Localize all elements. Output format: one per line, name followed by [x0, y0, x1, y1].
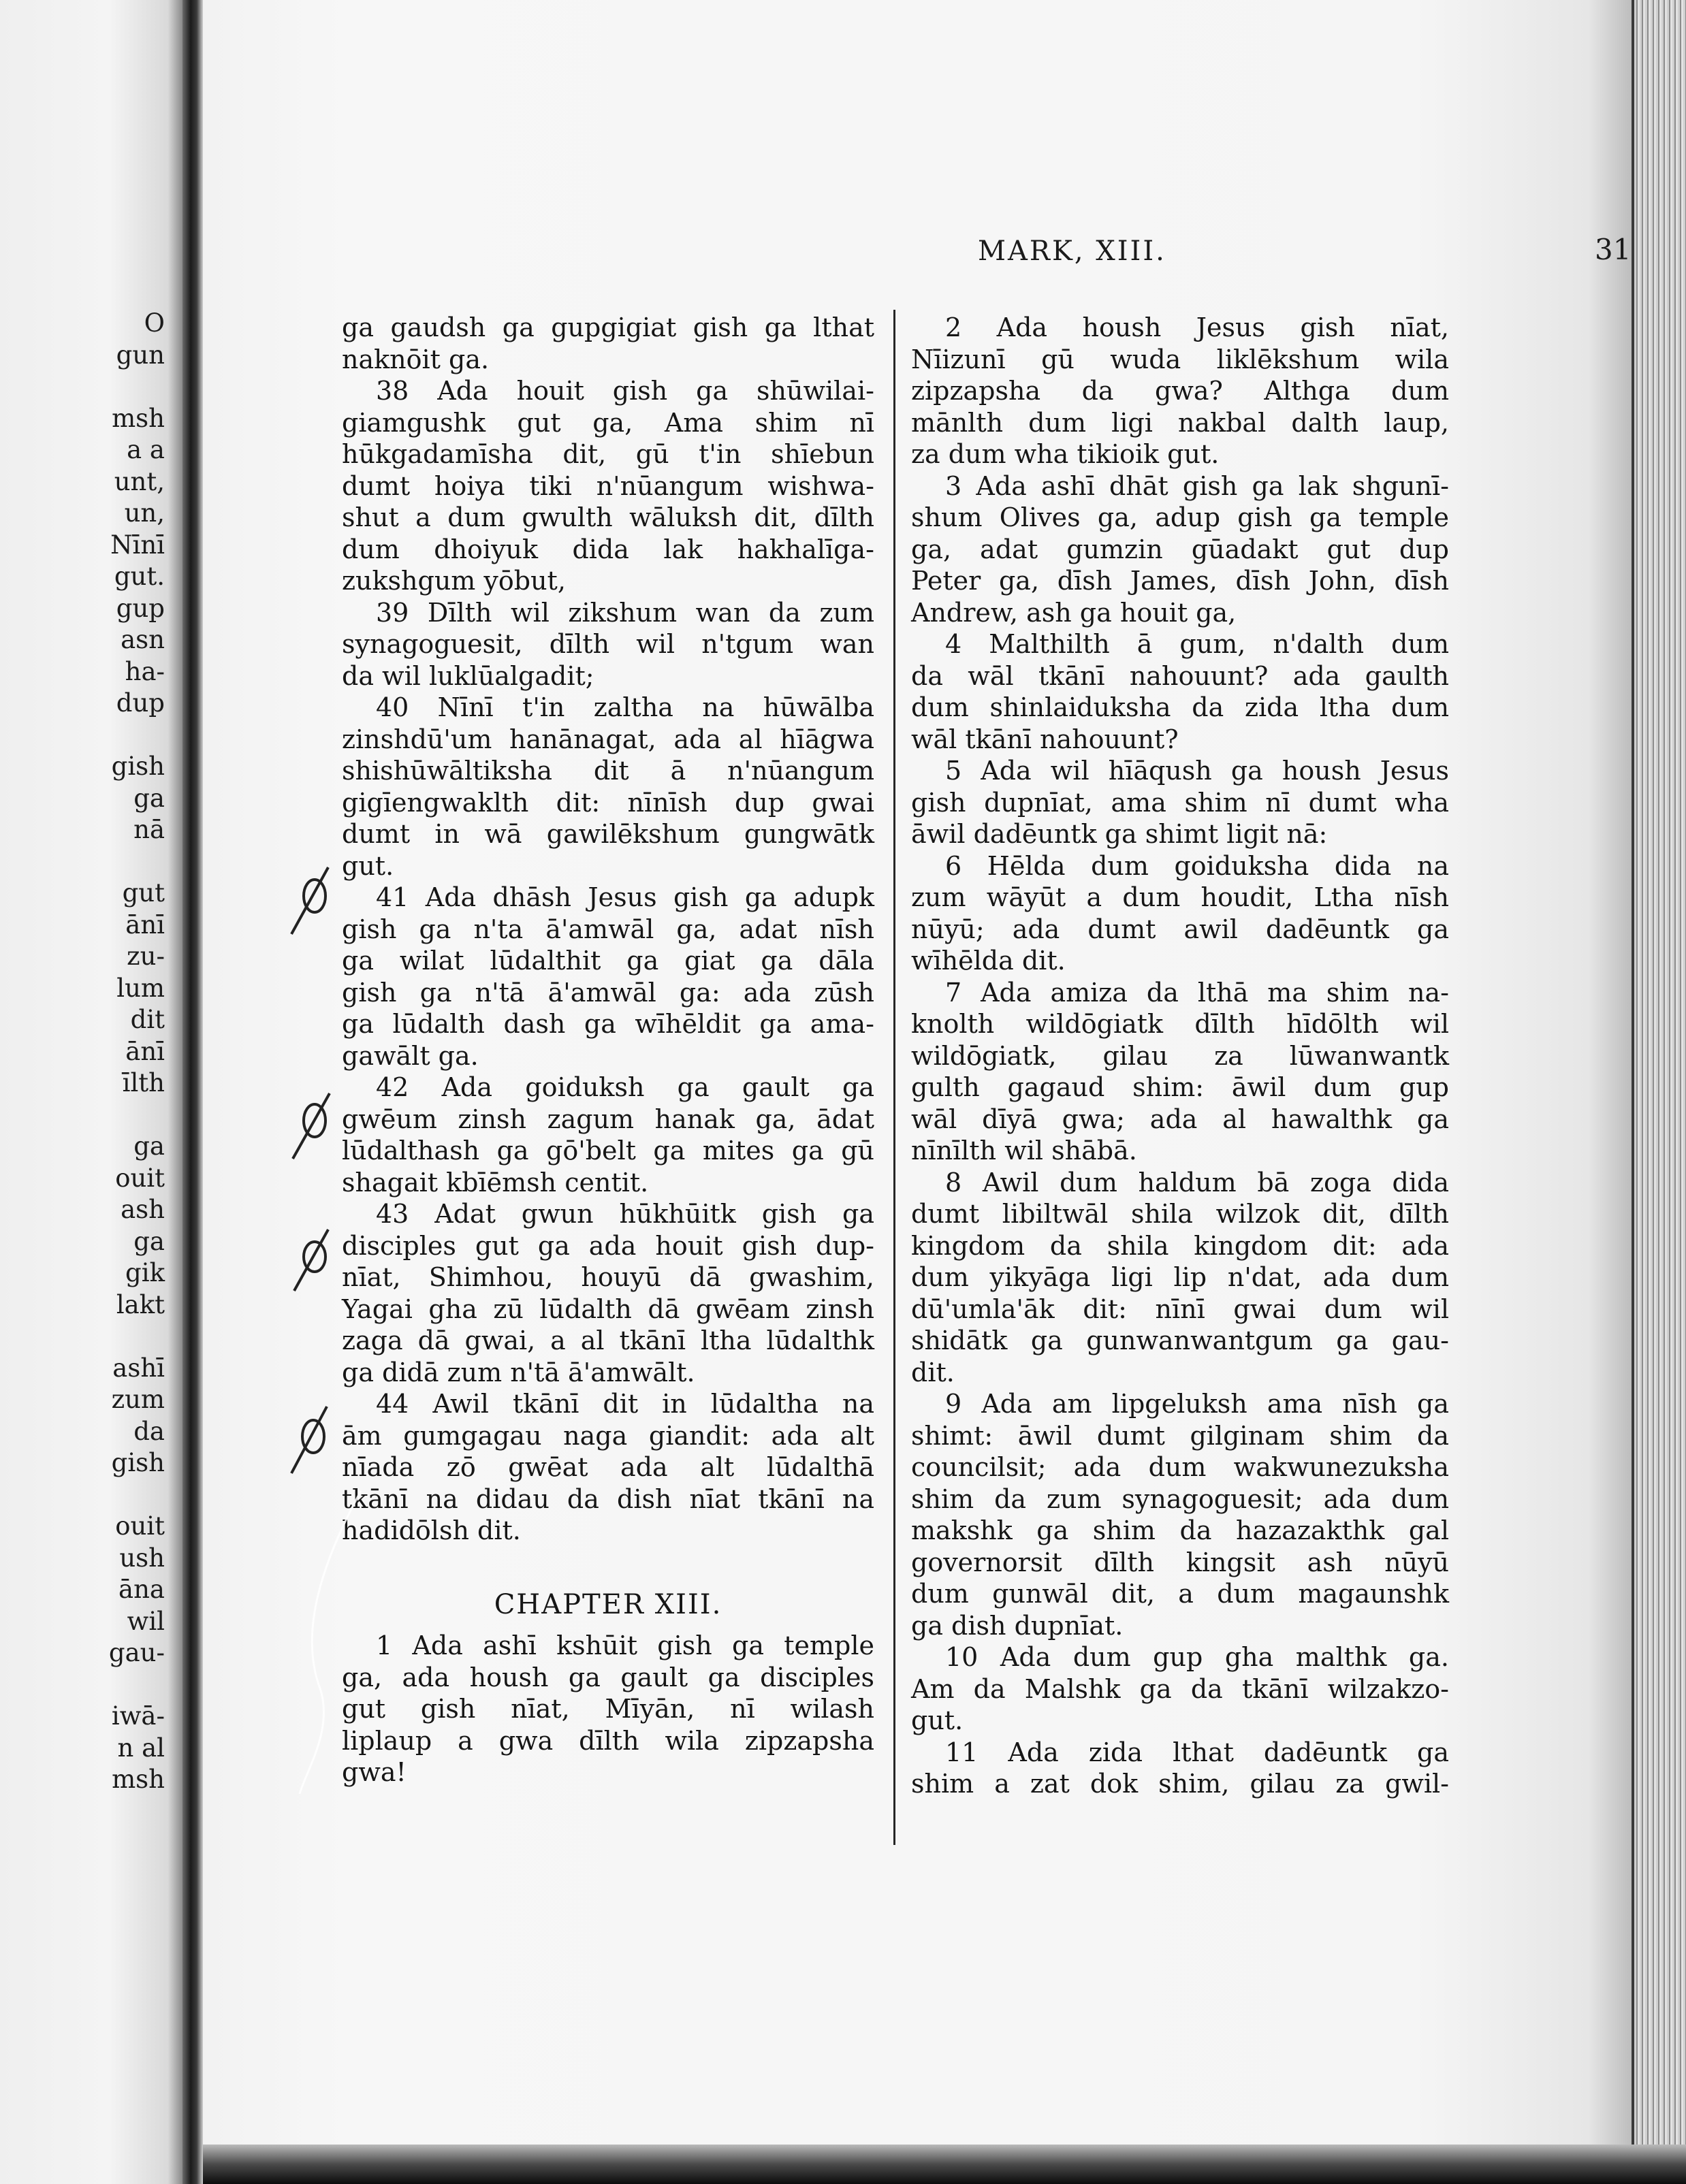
text-line: dumt libiltwāl shila wilzok dit, dīlth [911, 1199, 1449, 1229]
facing-page-edge [0, 0, 182, 2184]
text-line: gut gish nīat, Mīyān, nī wilash [342, 1694, 874, 1724]
text-line: makshk ga shim da hazazakthk gal [911, 1515, 1449, 1545]
text-line: 5 Ada wil hīāqush ga housh Jesus [945, 756, 1449, 786]
text-line: gut. [342, 850, 394, 881]
facing-page-fragment [109, 846, 165, 878]
text-line: synagoguesit, dīlth wil n'tgum wan [342, 629, 874, 659]
facing-page-text-fragments [109, 308, 165, 1796]
text-line: hadidōlsh dit. [342, 1515, 521, 1545]
text-line: shum Olives ga, adup gish ga temple [911, 502, 1449, 532]
text-line: shim a zat dok shim, gilau za gwil- [911, 1769, 1449, 1799]
facing-page-fragment: lakt [116, 1289, 165, 1319]
text-line: 41 Ada dhāsh Jesus gish ga adupk [376, 882, 874, 912]
text-line: 9 Ada am lipgeluksh ama nīsh ga [945, 1389, 1449, 1419]
facing-page-fragment: gish [111, 1448, 165, 1477]
text-line: giamgushk gut ga, Ama shim nī [342, 407, 874, 438]
facing-page-fragment: ush [119, 1543, 165, 1573]
text-line: zipzapsha da gwa? Althga dum [911, 376, 1449, 406]
text-line: 10 Ada dum gup gha malthk ga. [945, 1642, 1449, 1672]
text-line: 7 Ada amiza da lthā ma shim na- [945, 977, 1449, 1008]
text-line: shagait kbīēmsh centit. [342, 1167, 649, 1198]
facing-page-fragment: zu- [127, 942, 165, 971]
text-line: 42 Ada goiduksh ga gault ga [376, 1072, 874, 1102]
text-line: shishūwāltiksha dit ā n'nūangum [342, 756, 874, 786]
text-line: wāl dīyā gwa; ada al hawalthk ga [911, 1104, 1449, 1134]
text-line: dumt hoiya tiki n'nūangum wishwa- [342, 470, 874, 501]
facing-page-fragment: gup [116, 593, 165, 623]
text-line: nīnīlth wil shābā. [911, 1136, 1137, 1166]
margin-mark-verse-41 [286, 863, 340, 938]
facing-page-fragment: da [133, 1416, 165, 1446]
text-line: nīat, Shimhou, houyū dā gwashim, [342, 1262, 874, 1292]
text-line: knolth wildōgiatk dīlth hīdōlth wil [911, 1009, 1449, 1039]
text-line: gwa! [342, 1757, 407, 1787]
text-line: ga gaudsh ga gupgigiat gish ga lthat [342, 312, 874, 342]
text-line: shimt: āwil dumt gilginam shim da [911, 1420, 1449, 1451]
text-line: governorsit dīlth kingsit ash nūyū [911, 1547, 1449, 1577]
text-line: 44 Awil tkānī dit in lūdaltha na [376, 1389, 874, 1419]
facing-page-fragment: ash [121, 1195, 165, 1224]
text-line: gish dupnīat, ama shim nī dumt wha [911, 787, 1449, 818]
facing-page-fragment: gut. [114, 562, 165, 591]
facing-page-fragment [109, 371, 165, 403]
text-line: 3 Ada ashī dhāt gish ga lak shgunī- [945, 470, 1449, 501]
text-line: 4 Malthilth ā gum, n'dalth dum [945, 629, 1449, 659]
facing-page-fragment: zum [111, 1385, 165, 1414]
facing-page-fragment [109, 1321, 165, 1353]
text-line: ga dish dupnīat. [911, 1610, 1124, 1641]
text-line: Yagai gha zū lūdalth dā gwēam zinsh [342, 1294, 874, 1324]
facing-page-fragment [109, 1479, 165, 1511]
facing-page-fragment: lum [116, 973, 165, 1003]
facing-page-fragment: ashī [112, 1353, 165, 1383]
facing-page-fragment: dup [116, 688, 165, 718]
text-line: dum dhoiyuk dida lak hakhalīga- [342, 534, 874, 564]
text-line: wildōgiatk, gilau za lūwanwantk [911, 1040, 1449, 1071]
text-line: 43 Adat gwun hūkhūitk gish ga [376, 1199, 874, 1229]
facing-page-fragment: ga [133, 1131, 165, 1161]
text-line: da wāl tkānī nahouunt? ada gaulth [911, 660, 1449, 691]
text-line: nīada zō gwēat ada alt lūdalthā [342, 1452, 874, 1482]
text-line: 11 Ada zida lthat dadēuntk ga [945, 1737, 1449, 1767]
facing-page-fragment: msh [112, 1765, 165, 1794]
facing-page-fragment: dit [130, 1005, 165, 1034]
text-line: wīhēlda dit. [911, 946, 1066, 976]
text-line: 2 Ada housh Jesus gish nīat, [945, 312, 1449, 342]
page-bottom-shadow [203, 2145, 1686, 2184]
facing-page-fragment: gau- [108, 1638, 165, 1667]
text-line: nūyū; ada dumt awil dadēuntk ga [911, 914, 1449, 944]
text-line: ga, ada housh ga gault ga disciples [342, 1662, 874, 1692]
text-line: councilsit; ada dum wakwunezuksha [911, 1452, 1449, 1482]
facing-page-fragment: āna [118, 1575, 165, 1604]
facing-page-fragment: ha- [125, 656, 165, 686]
facing-page-fragment: ga [133, 1226, 165, 1256]
facing-page-fragment: a a [127, 435, 165, 464]
page-stack-edge [1632, 0, 1686, 2184]
text-line: shim da zum synagoguesit; ada dum [911, 1483, 1449, 1514]
text-line: gigīengwaklth dit: nīnīsh dup gwai [342, 787, 874, 818]
text-line: shidātk ga gunwanwantgum ga gau- [911, 1326, 1449, 1355]
text-line: gish ga n'ta ā'amwāl ga, adat nīsh [342, 914, 874, 944]
text-line: hūkgadamīsha dit, gū t'in shīebun [342, 439, 874, 469]
facing-page-fragment: ānī [125, 910, 165, 940]
text-line: gwēum zinsh zagum hanak ga, ādat [342, 1104, 874, 1134]
text-line: gish ga n'tā ā'amwāl ga: ada zūsh [342, 977, 874, 1008]
text-line: disciples gut ga ada houit gish dup- [342, 1230, 874, 1261]
text-line: dum gunwāl dit, a dum magaunshk [911, 1579, 1449, 1609]
facing-page-fragment: msh [112, 403, 165, 433]
text-line: wāl tkānī nahouunt? [911, 724, 1179, 754]
text-line: ga lūdalth dash ga wīhēldit ga ama- [342, 1009, 874, 1039]
text-line: da wil luklūalgadit; [342, 660, 594, 691]
text-line: Nīizunī gū wuda liklēkshum wila [911, 344, 1449, 374]
facing-page-fragment: ga [133, 783, 165, 813]
page-header [203, 233, 1632, 276]
right-text-column [911, 312, 1449, 1800]
facing-page-fragment: wil [127, 1606, 165, 1636]
facing-page-fragment: asn [121, 625, 165, 654]
facing-page-fragment: gish [111, 752, 165, 781]
margin-mark-verse-43 [286, 1225, 340, 1300]
text-line: dit. [911, 1357, 955, 1387]
text-line: zaga dā gwai, a al tkānī ltha lūdalthk [342, 1326, 874, 1355]
text-line: zukshgum yōbut, [342, 566, 566, 596]
facing-page-fragment: nā [133, 815, 165, 844]
facing-page-fragment [109, 1099, 165, 1131]
text-line: 40 Nīnī t'in zaltha na hūwālba [376, 692, 874, 722]
text-line: mānlth dum ligi nakbal dalth laup, [911, 407, 1449, 438]
text-line: Andrew, ash ga houit ga, [911, 597, 1237, 628]
facing-page-fragment: Nīnī [110, 530, 165, 560]
margin-mark-verse-44 [286, 1402, 340, 1477]
text-line: liplaup a gwa dīlth wila zipzapsha [342, 1725, 874, 1756]
facing-page-fragment: gik [125, 1258, 165, 1287]
text-line: 39 Dīlth wil zikshum wan da zum [376, 597, 874, 628]
text-line: tkānī na didau da dish nīat tkānī na [342, 1483, 874, 1514]
text-line: 38 Ada houit gish ga shūwilai- [376, 376, 874, 406]
facing-page-fragment: un, [124, 498, 165, 528]
text-line: 8 Awil dum haldum bā zoga dida [945, 1167, 1449, 1198]
text-line: shut a dum gwulth wāluksh dit, dīlth [342, 502, 874, 532]
text-line: dū'umla'āk dit: nīnī gwai dum wil [911, 1294, 1449, 1324]
facing-page-fragment: iwā- [111, 1701, 165, 1731]
text-line: 6 Hēlda dum goiduksha dida na [945, 850, 1449, 881]
text-line: za dum wha tikioik gut. [911, 439, 1220, 469]
facing-page-fragment [109, 1669, 165, 1701]
facing-page-fragment: n al [117, 1733, 165, 1763]
margin-mark-verse-42 [286, 1088, 340, 1163]
facing-page-fragment: unt, [114, 466, 165, 496]
text-line: ām gumgagau naga giandit: ada alt [342, 1420, 874, 1451]
text-line: Am da Malshk ga da tkānī wilzakzo- [911, 1673, 1449, 1704]
column-divider [893, 310, 895, 1845]
left-text-column [342, 312, 874, 1788]
facing-page-fragment [109, 720, 165, 752]
paper-scratch-mark [259, 1484, 381, 1797]
facing-page-fragment: gut [122, 878, 165, 908]
text-line: ga didā zum n'tā ā'amwālt. [342, 1357, 695, 1387]
text-line: kingdom da shila kingdom dit: ada [911, 1230, 1449, 1261]
facing-page-fragment: īlth [122, 1068, 165, 1097]
facing-page-fragment: ouit [115, 1511, 165, 1541]
text-line: gut. [911, 1705, 964, 1735]
text-line: gulth gagaud shim: āwil dum gup [911, 1072, 1449, 1102]
text-line: dum yikyāga ligi lip n'dat, ada dum [911, 1262, 1449, 1292]
text-line: zinshdū'um hanānagat, ada al hīāgwa [342, 724, 874, 754]
text-line: zum wāyūt a dum houdit, Ltha nīsh [911, 882, 1449, 912]
page-number: 31 [1595, 233, 1632, 266]
text-line: Peter ga, dīsh James, dīsh John, dīsh [911, 566, 1449, 596]
facing-page-fragment: O [144, 308, 165, 338]
text-line: lūdalthash ga gō'belt ga mites ga gū [342, 1136, 874, 1166]
facing-page-fragment: ānī [125, 1036, 165, 1066]
text-line: gawālt ga. [342, 1040, 479, 1071]
text-line: 1 Ada ashī kshūit gish ga temple [376, 1631, 874, 1660]
facing-page-fragment: gun [116, 340, 165, 370]
chapter-heading: CHAPTER XIII. [494, 1588, 722, 1620]
book-gutter [182, 0, 203, 2184]
running-title: MARK, XIII. [978, 236, 1166, 267]
facing-page-fragment: ouit [115, 1163, 165, 1193]
text-line: dumt in wā gawilēkshum gungwātk [342, 819, 874, 849]
text-line: naknōit ga. [342, 344, 490, 374]
text-line: ga wilat lūdalthit ga giat ga dāla [342, 946, 874, 976]
text-line: āwil dadēuntk ga shimt ligit nā: [911, 819, 1328, 849]
text-line: ga, adat gumzin gūadakt gut dup [911, 534, 1449, 564]
text-line: dum shinlaiduksha da zida ltha dum [911, 692, 1449, 722]
